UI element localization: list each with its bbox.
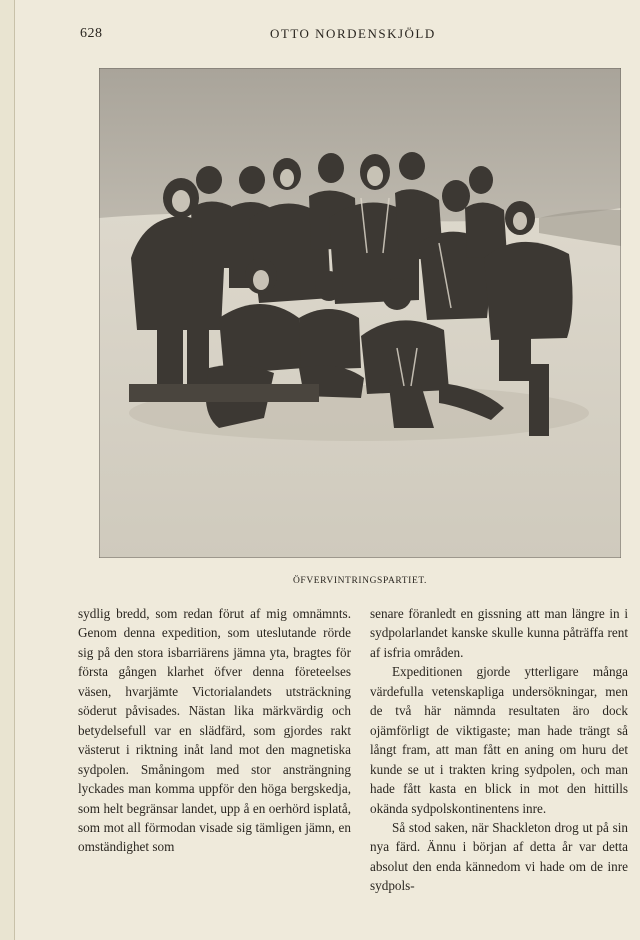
expedition-group-photo [99, 68, 621, 558]
text-column-left [78, 604, 351, 857]
right-paragraph-2: Expeditionen gjorde ytterligare många värdefulla vetenskapliga undersökningar, men de två här nämnda resultaten äro dock ojämförligt de viktigaste; man hade trängt så långt fram, att man fått en aning om huru det kunde se ut i trakten kring sydpolen, och man hade fått kasta en blick in mot den hittills okända sydpolskontinentens inre. [370, 664, 628, 816]
right-paragraph-3: Så stod saken, när Shackleton drog ut på sin nya färd. Ännu i början af detta år var detta absolut den enda kännedom vi hade om de inre sydpols- [370, 819, 628, 894]
running-title: OTTO NORDENSKJÖLD [270, 26, 436, 41]
page-header [80, 26, 632, 46]
right-paragraph-1: senare föranledt en gissning att man längre in i sydpolarlandet kanske skulle kunna påträffa rent af isfria områden. [370, 606, 628, 660]
left-paragraph: sydlig bredd, som redan förut af mig omnämnts. Genom denna expedition, som uteslutande rörde sig på den stora isbarriärens jämna yta, bragtes för första gången klarhet öfver denna företeelses väsen, hvarjämte Victorialandets utsträckning söderut påvisades. Nästan lika märkvärdig och betydelsefull var en slädfärd, som gjordes rakt västerut i riktning inåt land mot den magnetiska sydpolen. Småningom med stor ansträngning lyckades man komma uppför den höga bergskedja, som helt begränsar landet, upp å en oerhörd isplatå, som mot all förmodan visade sig tämligen jämn, en omständighet som [78, 606, 351, 855]
page-number: 628 [80, 26, 103, 41]
text-column-right [370, 604, 628, 896]
photo-image [99, 68, 621, 558]
photo-caption: ÖFVERVINTRINGSPARTIET. [292, 576, 428, 586]
